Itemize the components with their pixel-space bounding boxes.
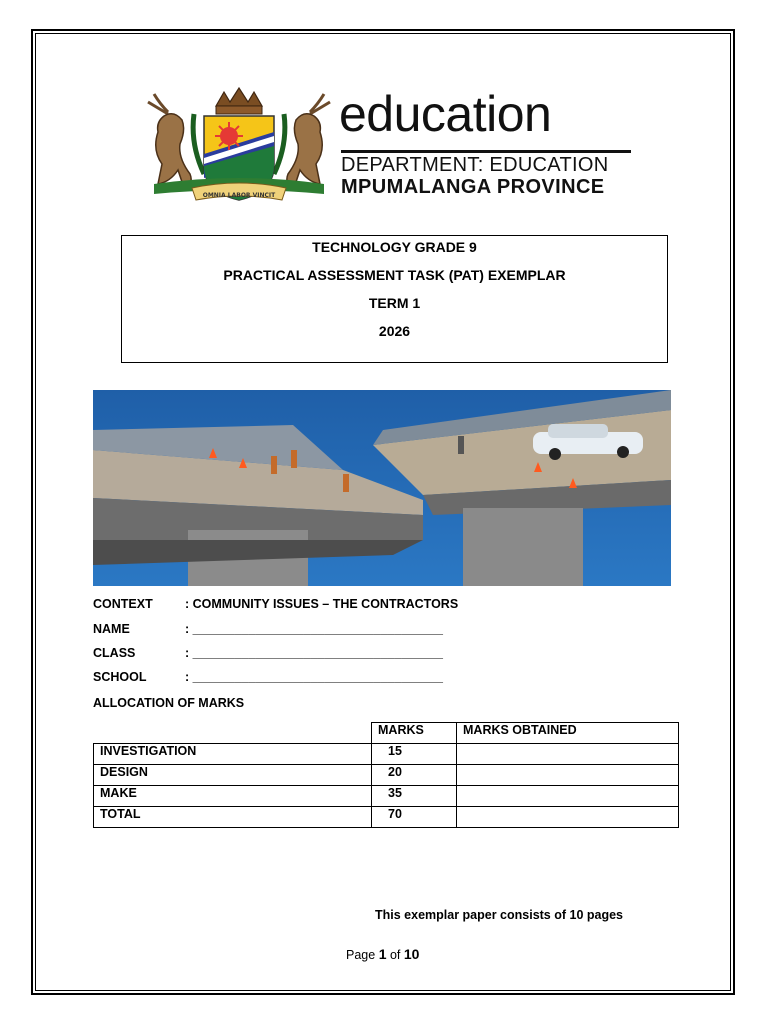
coat-of-arms-icon [134,84,344,209]
page-total: 10 [403,946,420,962]
year-label: 2026 [378,323,411,339]
table-header-row [94,723,679,744]
department-name: DEPARTMENT: EDUCATION [341,154,609,176]
name-field[interactable]: : ____________________________________ [185,622,443,636]
brand-word: education [339,86,552,142]
page-prefix: Page [346,948,376,962]
marks-obtained-cell[interactable] [457,765,679,786]
section-name: TOTAL [94,807,372,828]
header-marks-obtained: MARKS OBTAINED [457,723,679,744]
school-field[interactable]: : ____________________________________ [185,670,443,684]
subject-title: TECHNOLOGY GRADE 9 [312,239,477,255]
table-row [94,765,679,786]
logo-divider [341,150,631,153]
province-name: MPUMALANGA PROVINCE [341,176,605,198]
title-box [121,235,668,363]
school-label: SCHOOL [93,670,147,684]
header-blank [94,723,372,744]
term-label: TERM 1 [368,295,421,311]
context-value: : COMMUNITY ISSUES – THE CONTRACTORS [185,597,459,611]
marks-obtained-cell[interactable] [457,744,679,765]
page-current: 1 [378,946,387,962]
class-field[interactable]: : ____________________________________ [185,646,443,660]
broken-bridge-photo [93,390,671,586]
header-marks: MARKS [372,723,457,744]
section-name: INVESTIGATION [94,744,372,765]
name-label: NAME [93,622,130,636]
marks-obtained-cell[interactable] [457,807,679,828]
section-marks: 20 [372,765,457,786]
page-count-note: This exemplar paper consists of 10 pages [375,908,624,922]
section-marks: 35 [372,786,457,807]
section-marks: 15 [372,744,457,765]
section-marks: 70 [372,807,457,828]
section-name: MAKE [94,786,372,807]
allocation-heading: ALLOCATION OF MARKS [93,696,245,710]
marks-obtained-cell[interactable] [457,786,679,807]
class-label: CLASS [93,646,136,660]
table-row [94,807,679,828]
marks-table [93,722,679,828]
department-logo [134,84,634,209]
task-title: PRACTICAL ASSESSMENT TASK (PAT) EXEMPLAR [223,267,566,283]
page-number [346,946,419,962]
section-name: DESIGN [94,765,372,786]
table-row [94,744,679,765]
context-label: CONTEXT [93,597,153,611]
table-row [94,786,679,807]
motto-text: OMNIA LABOR VINCIT [202,192,276,199]
page-of: of [389,948,401,962]
